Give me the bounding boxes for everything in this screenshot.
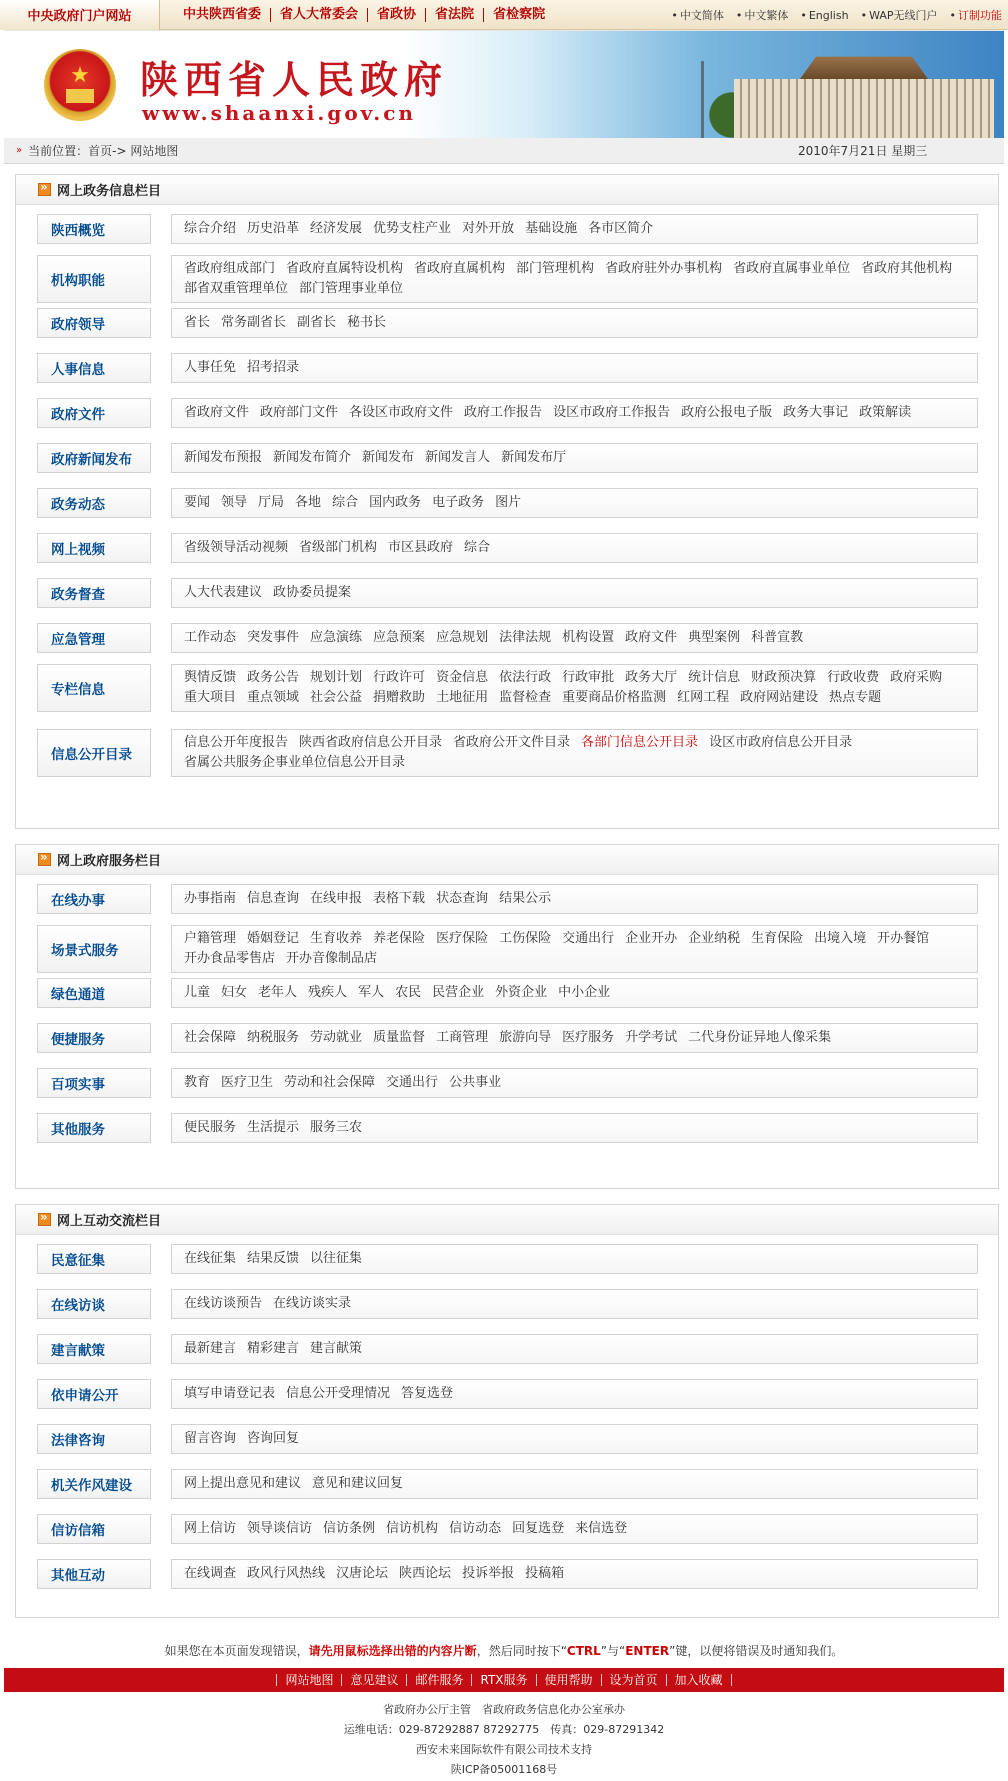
footer-set-home[interactable]: 设为首页 <box>601 1674 666 1686</box>
category-link[interactable]: 红网工程 <box>677 690 730 705</box>
category-link[interactable]: 网上提出意见和建议 <box>184 1476 302 1491</box>
category-link[interactable]: 社会公益 <box>310 690 363 705</box>
category-link[interactable]: 投稿箱 <box>525 1566 565 1581</box>
category-row <box>37 1244 978 1274</box>
category-link[interactable]: 军人 <box>358 985 385 1000</box>
category-link[interactable]: 升学考试 <box>625 1030 678 1045</box>
category-link[interactable]: 企业开办 <box>625 931 678 946</box>
category-link[interactable]: 部省双重管理单位 <box>184 281 289 296</box>
category-row <box>37 488 978 518</box>
section-title: 网上政务信息栏目 <box>57 184 162 199</box>
category-link[interactable]: 在线访谈预告 <box>184 1296 263 1311</box>
category-link[interactable]: 土地征用 <box>436 690 489 705</box>
category-link[interactable]: 设区市政府信息公开目录 <box>709 735 853 750</box>
footer-sitemap[interactable]: 网站地图 <box>276 1674 341 1686</box>
category-link[interactable]: 结果公示 <box>499 891 552 906</box>
breadcrumb-prefix: 当前位置： <box>28 144 89 158</box>
category-label[interactable]: 场景式服务 <box>37 925 151 973</box>
category-link[interactable]: 开办食品零售店 <box>184 951 276 966</box>
category-row <box>37 255 978 303</box>
category-row <box>37 533 978 563</box>
category-links <box>171 308 978 338</box>
category-link[interactable]: 应急预案 <box>373 630 426 645</box>
category-link[interactable]: 以往征集 <box>310 1251 363 1266</box>
category-links <box>171 884 978 914</box>
category-links <box>171 925 978 973</box>
category-link[interactable]: 最新建言 <box>184 1341 237 1356</box>
category-link[interactable]: 中小企业 <box>558 985 611 1000</box>
category-link[interactable]: 规划计划 <box>310 670 363 685</box>
category-link[interactable]: 新闻发言人 <box>425 450 491 465</box>
category-link[interactable]: 工作动态 <box>184 630 237 645</box>
category-link[interactable]: 财政预决算 <box>751 670 817 685</box>
category-label[interactable]: 政府新闻发布 <box>37 443 151 473</box>
category-link[interactable]: 秘书长 <box>347 315 387 330</box>
section-arrow-icon <box>38 853 51 866</box>
category-row <box>37 308 978 338</box>
category-link[interactable]: 新闻发布 <box>362 450 415 465</box>
section-header <box>16 175 998 205</box>
category-link[interactable]: 行政许可 <box>373 670 426 685</box>
category-link[interactable]: 残疾人 <box>308 985 348 1000</box>
category-link[interactable]: 省政府其他机构 <box>861 261 953 276</box>
category-link[interactable]: 在线申报 <box>310 891 363 906</box>
category-link[interactable]: 政策解读 <box>859 405 912 420</box>
section-header <box>16 845 998 875</box>
category-link[interactable]: 填写申请登记表 <box>184 1386 276 1401</box>
category-links <box>171 1559 978 1589</box>
category-links <box>171 353 978 383</box>
category-link[interactable]: 信息公开受理情况 <box>286 1386 391 1401</box>
category-link[interactable]: 外资企业 <box>495 985 548 1000</box>
language-links <box>665 0 1008 30</box>
category-link[interactable]: 新闻发布简介 <box>273 450 352 465</box>
category-link[interactable]: 新闻发布预报 <box>184 450 263 465</box>
category-link[interactable]: 省政府组成部门 <box>184 261 276 276</box>
category-link[interactable]: 政府部门文件 <box>260 405 339 420</box>
category-label[interactable]: 民意征集 <box>37 1244 151 1274</box>
category-link[interactable]: 建言献策 <box>310 1341 363 1356</box>
category-links <box>171 729 978 777</box>
category-row <box>37 1113 978 1143</box>
category-link[interactable]: 省政府公开文件目录 <box>453 735 571 750</box>
category-label[interactable]: 政府领导 <box>37 308 151 338</box>
category-link[interactable]: 劳动和社会保障 <box>284 1075 376 1090</box>
footer-mail[interactable]: 邮件服务 <box>406 1674 471 1686</box>
category-link[interactable]: 政务大事记 <box>783 405 849 420</box>
category-row <box>37 398 978 428</box>
footer-info <box>0 1700 1008 1780</box>
category-link[interactable]: 咨询回复 <box>247 1431 300 1446</box>
category-link[interactable]: 重要商品价格监测 <box>562 690 667 705</box>
category-links <box>171 443 978 473</box>
category-link[interactable]: 重点领域 <box>247 690 300 705</box>
category-link[interactable]: 新闻发布厅 <box>501 450 567 465</box>
category-link[interactable]: 公共事业 <box>449 1075 502 1090</box>
category-link[interactable]: 政协委员提案 <box>273 585 352 600</box>
category-link[interactable]: 精彩建言 <box>247 1341 300 1356</box>
footer-contact: 运维电话：029-87292887 87292775 传真：029-87291342 <box>343 1723 665 1736</box>
category-link[interactable]: 领导谈信访 <box>247 1521 313 1536</box>
category-link[interactable]: 省政府直属特设机构 <box>286 261 404 276</box>
category-link[interactable]: 政府工作报告 <box>464 405 543 420</box>
category-link[interactable]: 信访条例 <box>323 1521 376 1536</box>
top-bar <box>0 0 1008 30</box>
category-link[interactable]: 图片 <box>495 495 522 510</box>
category-link[interactable]: 儿童 <box>184 985 211 1000</box>
subscribe-link[interactable]: • 订制功能 <box>949 9 1002 22</box>
category-link[interactable]: 部门管理机构 <box>516 261 595 276</box>
category-links <box>171 1379 978 1409</box>
category-link[interactable]: 经济发展 <box>310 221 363 236</box>
category-links <box>171 1244 978 1274</box>
category-link[interactable]: 常务副省长 <box>221 315 287 330</box>
category-row <box>37 925 978 973</box>
category-link[interactable]: 在线访谈实录 <box>273 1296 352 1311</box>
category-links <box>171 1289 978 1319</box>
category-link[interactable]: 基础设施 <box>525 221 578 236</box>
category-row <box>37 664 978 712</box>
category-link[interactable]: 电子政务 <box>432 495 485 510</box>
national-emblem-icon: ★ <box>44 49 116 121</box>
category-link[interactable]: 在线征集 <box>184 1251 237 1266</box>
category-links <box>171 488 978 518</box>
category-link[interactable]: 设区市政府工作报告 <box>553 405 671 420</box>
section-header <box>16 1205 998 1235</box>
breadcrumb-arrow-icon: » <box>16 145 23 156</box>
footer-rtx[interactable]: RTX服务 <box>471 1674 535 1686</box>
category-links <box>171 1113 978 1143</box>
section-arrow-icon <box>38 1213 51 1226</box>
category-row <box>37 1289 978 1319</box>
footer-nav <box>4 1668 1004 1692</box>
toplink-cppcc[interactable]: 省政协 <box>368 8 426 22</box>
category-label[interactable]: 其他服务 <box>37 1113 151 1143</box>
category-row <box>37 729 978 777</box>
category-link[interactable]: 答复选登 <box>401 1386 454 1401</box>
category-label[interactable]: 机关作风建设 <box>37 1469 151 1499</box>
category-label[interactable]: 绿色通道 <box>37 978 151 1008</box>
category-link[interactable]: 行政审批 <box>562 670 615 685</box>
section-title: 网上政府服务栏目 <box>57 854 162 869</box>
footer-support: 西安未来国际软件有限公司技术支持 <box>416 1743 592 1756</box>
category-link[interactable]: 信息查询 <box>247 891 300 906</box>
category-links <box>171 214 978 244</box>
category-label[interactable]: 法律咨询 <box>37 1424 151 1454</box>
current-date: 2010年7月21日 星期三 <box>798 144 928 158</box>
breadcrumb <box>4 138 1004 164</box>
category-label[interactable]: 政府文件 <box>37 398 151 428</box>
lang-english[interactable]: • English <box>800 8 849 22</box>
section-interaction <box>15 1204 999 1618</box>
category-label[interactable]: 陕西概览 <box>37 214 151 244</box>
category-links <box>171 398 978 428</box>
category-links <box>171 578 978 608</box>
category-link[interactable]: 开办音像制品店 <box>286 951 378 966</box>
category-links <box>171 664 978 712</box>
category-link[interactable]: 民营企业 <box>432 985 485 1000</box>
category-link[interactable]: 省政府文件 <box>184 405 250 420</box>
category-link[interactable]: 行政收费 <box>827 670 880 685</box>
category-links <box>171 1068 978 1098</box>
category-link[interactable]: 人事任免 <box>184 360 237 375</box>
toplink-procuratorate[interactable]: 省检察院 <box>493 6 546 22</box>
category-link[interactable]: 汉唐论坛 <box>336 1566 389 1581</box>
category-link[interactable]: 企业纳税 <box>688 931 741 946</box>
category-link[interactable]: 政府网站建设 <box>740 690 819 705</box>
category-row <box>37 1334 978 1364</box>
category-row <box>37 214 978 244</box>
category-link[interactable]: 对外开放 <box>462 221 515 236</box>
category-link[interactable]: 省政府直属事业单位 <box>733 261 851 276</box>
category-link[interactable]: 综合 <box>332 495 359 510</box>
category-link[interactable]: 便民服务 <box>184 1120 237 1135</box>
category-link[interactable]: 婚姻登记 <box>247 931 300 946</box>
category-link[interactable]: 要闻 <box>184 495 211 510</box>
category-link[interactable]: 资金信息 <box>436 670 489 685</box>
category-link[interactable]: 信访动态 <box>449 1521 502 1536</box>
category-links <box>171 1469 978 1499</box>
site-url: www.shaanxi.gov.cn <box>142 101 416 125</box>
footer-help[interactable]: 使用帮助 <box>536 1674 601 1686</box>
error-report-notice: 如果您在本页面发现错误，请先用鼠标选择出错的内容片断，然后同时按下“CTRL”与“ENTER”键，以便将错误及时通知我们。 <box>164 1644 844 1658</box>
footer-favorite[interactable]: 加入收藏 <box>666 1674 732 1686</box>
category-link[interactable]: 工伤保险 <box>499 931 552 946</box>
category-link[interactable]: 政务公告 <box>247 670 300 685</box>
wap-link[interactable]: • WAP无线门户 <box>860 9 938 22</box>
toplink-npc[interactable]: 省人大常委会 <box>271 8 368 22</box>
category-link[interactable]: 各部门信息公开目录 <box>581 735 699 750</box>
category-row <box>37 1424 978 1454</box>
category-link[interactable]: 法律法规 <box>499 630 552 645</box>
category-link[interactable]: 纳税服务 <box>247 1030 300 1045</box>
category-row <box>37 884 978 914</box>
category-link[interactable]: 历史沿革 <box>247 221 300 236</box>
category-link[interactable]: 市区县政府 <box>388 540 454 555</box>
category-row <box>37 1514 978 1544</box>
category-link[interactable]: 教育 <box>184 1075 211 1090</box>
category-label[interactable]: 其他互动 <box>37 1559 151 1589</box>
category-link[interactable]: 工商管理 <box>436 1030 489 1045</box>
category-link[interactable]: 妇女 <box>221 985 248 1000</box>
category-link[interactable]: 统计信息 <box>688 670 741 685</box>
category-link[interactable]: 交通出行 <box>562 931 615 946</box>
category-links <box>171 978 978 1008</box>
category-link[interactable]: 结果反馈 <box>247 1251 300 1266</box>
category-row <box>37 353 978 383</box>
top-links <box>174 0 554 30</box>
toplink-party[interactable]: 中共陕西省委 <box>174 8 271 22</box>
category-link[interactable]: 依法行政 <box>499 670 552 685</box>
category-row <box>37 1379 978 1409</box>
category-link[interactable]: 热点专题 <box>829 690 882 705</box>
category-link[interactable]: 应急规划 <box>436 630 489 645</box>
category-link[interactable]: 领导 <box>221 495 248 510</box>
category-link[interactable]: 医疗服务 <box>562 1030 615 1045</box>
category-link[interactable]: 户籍管理 <box>184 931 237 946</box>
section-gov-info <box>15 174 999 829</box>
category-link[interactable]: 陕西论坛 <box>399 1566 452 1581</box>
category-link[interactable]: 政务大厅 <box>625 670 678 685</box>
lang-simplified[interactable]: • 中文简体 <box>671 9 724 22</box>
category-link[interactable]: 意见和建议回复 <box>312 1476 404 1491</box>
category-link[interactable]: 各地 <box>295 495 322 510</box>
category-link[interactable]: 旅游向导 <box>499 1030 552 1045</box>
category-label[interactable]: 信息公开目录 <box>37 729 151 777</box>
category-link[interactable]: 医疗保险 <box>436 931 489 946</box>
section-gov-service <box>15 844 999 1189</box>
category-row <box>37 1469 978 1499</box>
central-portal-link[interactable]: 中央政府门户网站 <box>0 0 160 30</box>
category-link[interactable]: 政府采购 <box>890 670 943 685</box>
category-label[interactable]: 应急管理 <box>37 623 151 653</box>
category-link[interactable]: 舆情反馈 <box>184 670 237 685</box>
category-link[interactable]: 出境入境 <box>814 931 867 946</box>
category-link[interactable]: 省属公共服务企事业单位信息公开目录 <box>184 755 406 770</box>
category-link[interactable]: 办事指南 <box>184 891 237 906</box>
category-link[interactable]: 捐赠救助 <box>373 690 426 705</box>
category-link[interactable]: 留言咨询 <box>184 1431 237 1446</box>
category-link[interactable]: 质量监督 <box>373 1030 426 1045</box>
category-link[interactable]: 政风行风热线 <box>247 1566 326 1581</box>
category-link[interactable]: 各市区简介 <box>588 221 654 236</box>
category-link[interactable]: 综合 <box>464 540 491 555</box>
category-link[interactable]: 各设区市政府文件 <box>349 405 454 420</box>
category-label[interactable]: 政务动态 <box>37 488 151 518</box>
category-link[interactable]: 机构设置 <box>562 630 615 645</box>
site-title: 陕西省人民政府 <box>140 57 449 102</box>
category-label[interactable]: 在线访谈 <box>37 1289 151 1319</box>
category-label[interactable]: 百项实事 <box>37 1068 151 1098</box>
category-label[interactable]: 网上视频 <box>37 533 151 563</box>
category-link[interactable]: 政府文件 <box>625 630 678 645</box>
category-row <box>37 978 978 1008</box>
footer-feedback[interactable]: 意见建议 <box>341 1674 406 1686</box>
category-link[interactable]: 国内政务 <box>369 495 422 510</box>
category-link[interactable]: 医疗卫生 <box>221 1075 274 1090</box>
category-link[interactable]: 招考招录 <box>247 360 300 375</box>
section-arrow-icon <box>38 183 51 196</box>
category-label[interactable]: 信访信箱 <box>37 1514 151 1544</box>
section-title: 网上互动交流栏目 <box>57 1214 162 1229</box>
category-link[interactable]: 应急演练 <box>310 630 363 645</box>
category-link[interactable]: 政府公报电子版 <box>681 405 773 420</box>
category-link[interactable]: 回复选登 <box>512 1521 565 1536</box>
breadcrumb-path[interactable]: 首页-> 网站地图 <box>88 144 179 158</box>
category-links <box>171 1334 978 1364</box>
category-link[interactable]: 投诉举报 <box>462 1566 515 1581</box>
category-link[interactable]: 开办餐馆 <box>877 931 930 946</box>
category-link[interactable]: 网上信访 <box>184 1521 237 1536</box>
category-links <box>171 1023 978 1053</box>
category-link[interactable]: 信访机构 <box>386 1521 439 1536</box>
category-link[interactable]: 来信选登 <box>575 1521 628 1536</box>
category-links <box>171 533 978 563</box>
toplink-court[interactable]: 省法院 <box>426 8 484 22</box>
footer-icp: 陕ICP备05001168号 <box>450 1763 558 1776</box>
category-link[interactable]: 科普宣教 <box>751 630 804 645</box>
category-link[interactable]: 二代身份证异地人像采集 <box>688 1030 832 1045</box>
category-link[interactable]: 陕西省政府信息公开目录 <box>299 735 443 750</box>
category-row <box>37 443 978 473</box>
category-link[interactable]: 厅局 <box>258 495 285 510</box>
category-label[interactable]: 专栏信息 <box>37 664 151 712</box>
lang-traditional[interactable]: • 中文繁体 <box>735 9 789 22</box>
category-links <box>171 255 978 303</box>
category-link[interactable]: 人大代表建议 <box>184 585 263 600</box>
category-link[interactable]: 信息公开年度报告 <box>184 735 289 750</box>
category-row <box>37 578 978 608</box>
category-link[interactable]: 在线调查 <box>184 1566 237 1581</box>
category-link[interactable]: 监督检查 <box>499 690 552 705</box>
category-link[interactable]: 农民 <box>395 985 422 1000</box>
category-link[interactable]: 省级领导活动视频 <box>184 540 289 555</box>
category-links <box>171 1424 978 1454</box>
category-link[interactable]: 生育保险 <box>751 931 804 946</box>
footer-organizer: 省政府办公厅主管 省政府政务信息化办公室承办 <box>383 1703 625 1716</box>
category-link[interactable]: 副省长 <box>297 315 337 330</box>
category-link[interactable]: 交通出行 <box>386 1075 439 1090</box>
category-link[interactable]: 省级部门机构 <box>299 540 378 555</box>
category-link[interactable]: 部门管理事业单位 <box>299 281 404 296</box>
category-label[interactable]: 在线办事 <box>37 884 151 914</box>
category-row <box>37 1559 978 1589</box>
category-link[interactable]: 表格下载 <box>373 891 426 906</box>
category-link[interactable]: 省长 <box>184 315 211 330</box>
category-link[interactable]: 重大项目 <box>184 690 237 705</box>
category-link[interactable]: 典型案例 <box>688 630 741 645</box>
building-image <box>704 41 1004 138</box>
category-label[interactable]: 依申请公开 <box>37 1379 151 1409</box>
category-links <box>171 623 978 653</box>
category-row <box>37 1023 978 1053</box>
category-label[interactable]: 机构职能 <box>37 255 151 303</box>
category-link[interactable]: 突发事件 <box>247 630 300 645</box>
category-label[interactable]: 人事信息 <box>37 353 151 383</box>
category-link[interactable]: 社会保障 <box>184 1030 237 1045</box>
category-link[interactable]: 优势支柱产业 <box>373 221 452 236</box>
banner <box>4 30 1004 138</box>
category-link[interactable]: 老年人 <box>258 985 298 1000</box>
category-link[interactable]: 省政府直属机构 <box>414 261 506 276</box>
category-links <box>171 1514 978 1544</box>
category-link[interactable]: 生活提示 <box>247 1120 300 1135</box>
category-link[interactable]: 服务三农 <box>310 1120 363 1135</box>
category-link[interactable]: 养老保险 <box>373 931 426 946</box>
category-row <box>37 1068 978 1098</box>
category-label[interactable]: 建言献策 <box>37 1334 151 1364</box>
category-link[interactable]: 劳动就业 <box>310 1030 363 1045</box>
category-label[interactable]: 便捷服务 <box>37 1023 151 1053</box>
category-label[interactable]: 政务督查 <box>37 578 151 608</box>
category-link[interactable]: 综合介绍 <box>184 221 237 236</box>
category-link[interactable]: 省政府驻外办事机构 <box>605 261 723 276</box>
category-link[interactable]: 状态查询 <box>436 891 489 906</box>
category-row <box>37 623 978 653</box>
category-link[interactable]: 生育收养 <box>310 931 363 946</box>
